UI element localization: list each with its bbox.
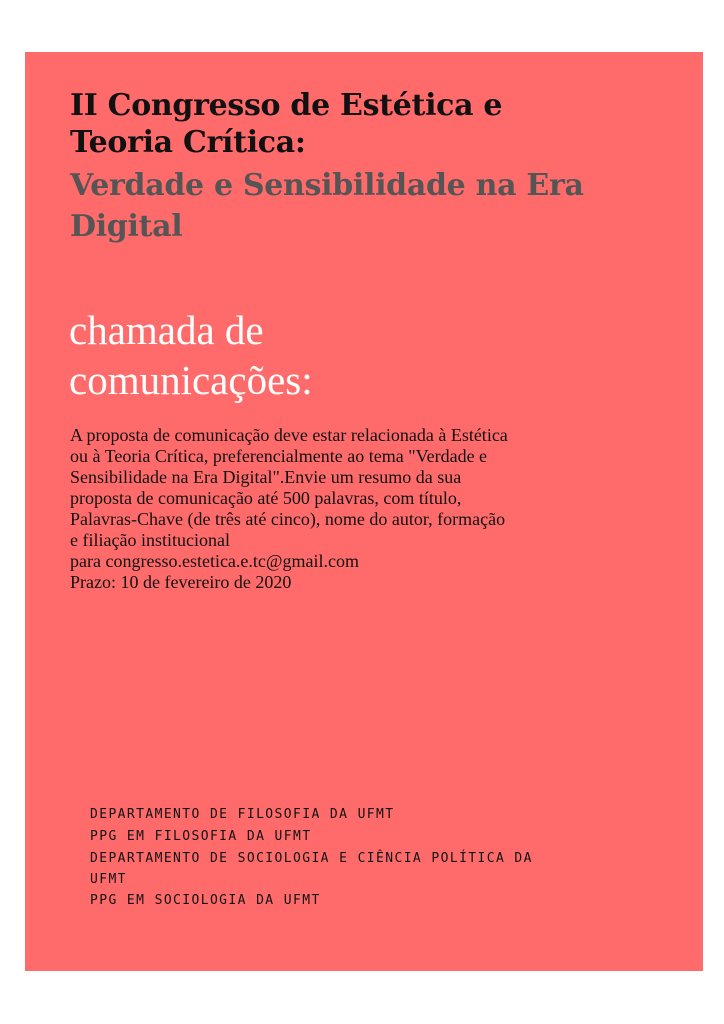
organizer-line: UFMT <box>90 872 127 887</box>
body-text-line: ou à Teoria Crítica, preferencialmente ao tema "Verdade e <box>70 446 488 466</box>
organizer-line: PPG EM SOCIOLOGIA DA UFMT <box>90 893 321 908</box>
call-heading-line-2: comunicações: <box>69 357 313 403</box>
subtitle-line-1: Verdade e Sensibilidade na Era <box>70 168 584 203</box>
title-line-2: Teoria Crítica: <box>70 125 306 160</box>
body-text-line: proposta de comunicação até 500 palavras, com título, <box>70 488 462 508</box>
subtitle-line-2: Digital <box>70 209 183 244</box>
body-text-line: e filiação institucional <box>70 530 230 550</box>
body-text-line: Palavras-Chave (de três até cinco), nome do autor, formação <box>70 509 506 529</box>
contact-email-line: para congresso.estetica.e.tc@gmail.com <box>70 551 359 571</box>
title-line-1: II Congresso de Estética e <box>70 88 503 123</box>
organizer-line: DEPARTAMENTO DE SOCIOLOGIA E CIÊNCIA POLÍTICA DA <box>90 851 533 866</box>
organizer-line: PPG EM FILOSOFIA DA UFMT <box>90 829 312 844</box>
body-text-line: Sensibilidade na Era Digital".Envie um resumo da sua <box>70 467 462 487</box>
poster-panel <box>25 52 703 971</box>
organizer-line: DEPARTAMENTO DE FILOSOFIA DA UFMT <box>90 807 395 822</box>
call-heading-line-1: chamada de <box>69 307 264 353</box>
body-text-line: A proposta de comunicação deve estar relacionada à Estética <box>70 425 508 445</box>
deadline-line: Prazo: 10 de fevereiro de 2020 <box>70 572 292 592</box>
